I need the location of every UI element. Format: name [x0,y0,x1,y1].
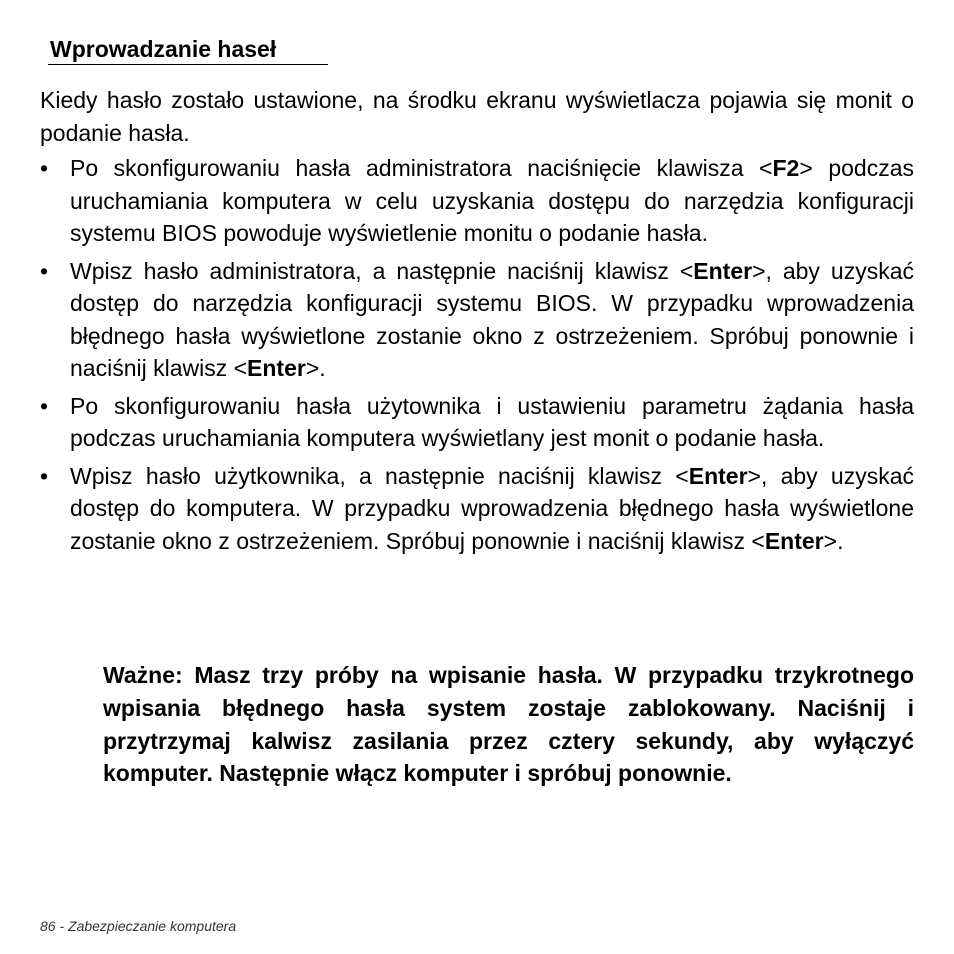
important-note: Ważne: Masz trzy próby na wpisanie hasła. W przypadku trzykrotnego wpisania błędnego hasła system zostaje zablokowany. Naciśnij i przytrzymaj kalwisz zasilania przez cztery sekundy, aby wyłączyć komputer. Następnie włącz komputer i spróbuj ponownie. [103,662,914,787]
list-item [40,255,914,385]
text-part: Wpisz hasło administratora, a następnie naciśnij klawisz < [70,257,694,284]
text-part: >. [823,527,844,554]
list-item [40,390,914,455]
intro-paragraph: Kiedy hasło zostało ustawione, na środku ekranu wyświetlacza pojawia się monit o podanie hasła. [40,87,914,146]
text-part: Po skonfigurowaniu hasła użytownika i ustawieniu parametru żądania hasła podczas uruchamiania komputera wyświetlany jest monit o podanie hasła. [70,392,914,451]
section-heading: Wprowadzanie haseł [50,36,277,62]
key-name: Enter [247,355,306,381]
list-item-text [70,155,914,246]
bullet-marker: • [40,392,49,419]
list-item-text [70,258,914,382]
list-item [40,460,914,558]
bullet-marker: • [40,155,49,181]
key-name: Enter [693,257,753,284]
text-part: > podczas uruchamiania komputera w celu uzyskania dostępu do narzędzia konfiguracji systemu BIOS powoduje wyświetlenie monitu o podanie hasła. [70,155,914,246]
bullet-marker: • [40,257,49,284]
key-name: Enter [764,527,824,554]
bullet-marker: • [40,462,49,489]
key-name: F2 [772,155,800,181]
text-part: >, aby uzyskać dostęp do komputera. W przypadku wprowadzenia błędnego hasła wyświetlone zostanie okno z ostrzeżeniem. Spróbuj ponownie i naciśnij klawisz < [70,462,914,554]
list-item-text [70,393,914,452]
text-part: >, aby uzyskać dostęp do narzędzia konfiguracji systemu BIOS. W przypadku wprowadzenia błędnego hasła wyświetlone zostanie okno z ostrzeżeniem. Spróbuj ponownie i naciśnij klawisz < [70,257,914,381]
bullet-list [40,152,914,562]
text-part: >. [305,355,326,381]
text-part: Wpisz hasło użytkownika, a następnie naciśnij klawisz < [70,462,689,489]
heading-underline [48,64,328,65]
page-footer: 86 - Zabezpieczanie komputera [40,918,237,934]
list-item [40,152,914,250]
key-name: Enter [688,462,748,489]
list-item-text [70,463,914,554]
text-part: Po skonfigurowaniu hasła administratora naciśnięcie klawisza < [70,155,773,181]
